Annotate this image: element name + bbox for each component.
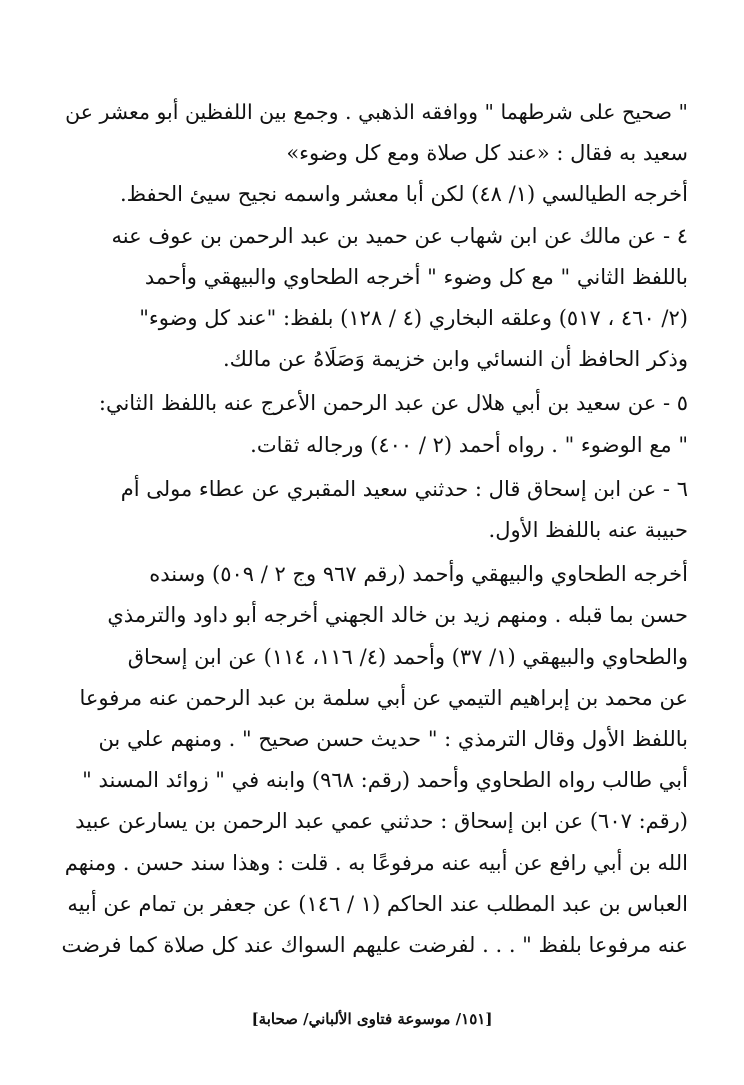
text-line: حسن بما قبله . ومنهم زيد بن خالد الجهني أخرجه أبو داود والترمذي [107,603,688,628]
text-line: (٢/ ٤٦٠ ، ٥١٧) وعلقه البخاري (٤ / ١٢٨) بلفظ: "عند كل وضوء" [139,306,688,331]
page-footer: [١٥١/ موسوعة فتاوى الألباني/ صحابة] [251,1010,493,1028]
text-line: عن محمد بن إبراهيم التيمي عن أبي سلمة بن عبد الرحمن عنه مرفوعا [79,685,688,710]
para-item-4 [55,216,688,381]
para-item-6 [55,469,688,551]
text-line: الله بن أبي رافع عن أبيه عنه مرفوعًا به . قلت : وهذا سند حسن . ومنهم [64,850,688,875]
para-continuation [55,92,688,174]
text-line: ٥ - عن سعيد بن أبي هلال عن عبد الرحمن الأعرج عنه باللفظ الثاني: [98,391,688,416]
text-line: سعيد به فقال : «عند كل صلاة ومع كل وضوء» [286,141,688,166]
text-line: أخرجه الطيالسي (١/ ٤٨) لكن أبا معشر واسمه نجيح سيئ الحفظ. [119,182,688,207]
text-line: أخرجه الطحاوي والبيهقي وأحمد (رقم ٩٦٧ وج ٢ / ٥٠٩) وسنده [149,562,688,587]
text-line: ٤ - عن مالك عن ابن شهاب عن حميد بن عبد الرحمن بن عوف عنه [111,223,688,248]
text-line: أبي طالب رواه الطحاوي وأحمد (رقم: ٩٦٨) وابنه في " زوائد المسند " [82,768,688,793]
body-text [55,92,688,966]
text-line: " مع الوضوء " . رواه أحمد (٢ / ٤٠٠) ورجاله ثقات. [250,432,688,457]
para-item-5 [55,383,688,465]
text-line: باللفظ الأول وقال الترمذي : " حديث حسن صحيح " . ومنهم علي بن [98,727,688,752]
text-line: عنه مرفوعا بلفظ " . . . لفرضت عليهم السواك عند كل صلاة كما فرضت [61,933,688,958]
text-line: العباس بن عبد المطلب عند الحاكم (١ / ١٤٦) عن جعفر بن تمام عن أبيه [67,891,688,916]
text-line: وذكر الحافظ أن النسائي وابن خزيمة وَصَلَاهُ عن مالك. [222,347,688,372]
text-line: " صحيح على شرطهما " ووافقه الذهبي . وجمع بين اللفظين أبو معشر عن [65,100,688,124]
text-line: والطحاوي والبيهقي (١/ ٣٧) وأحمد (٤/ ١١٦، ١١٤) عن ابن إسحاق [127,644,688,669]
para-takhrij-tayalisi [55,174,688,215]
text-line: حبيبة عنه باللفظ الأول. [488,518,688,543]
text-line: ٦ - عن ابن إسحاق قال : حدثني سعيد المقبري عن عطاء مولى أم [120,476,688,501]
text-line: (رقم: ٦٠٧) عن ابن إسحاق : حدثني عمي عبد الرحمن بن يسارعن عبيد [75,809,688,834]
para-takhrij-final [55,554,688,966]
text-line: باللفظ الثاني " مع كل وضوء " أخرجه الطحاوي والبيهقي وأحمد [144,264,688,289]
